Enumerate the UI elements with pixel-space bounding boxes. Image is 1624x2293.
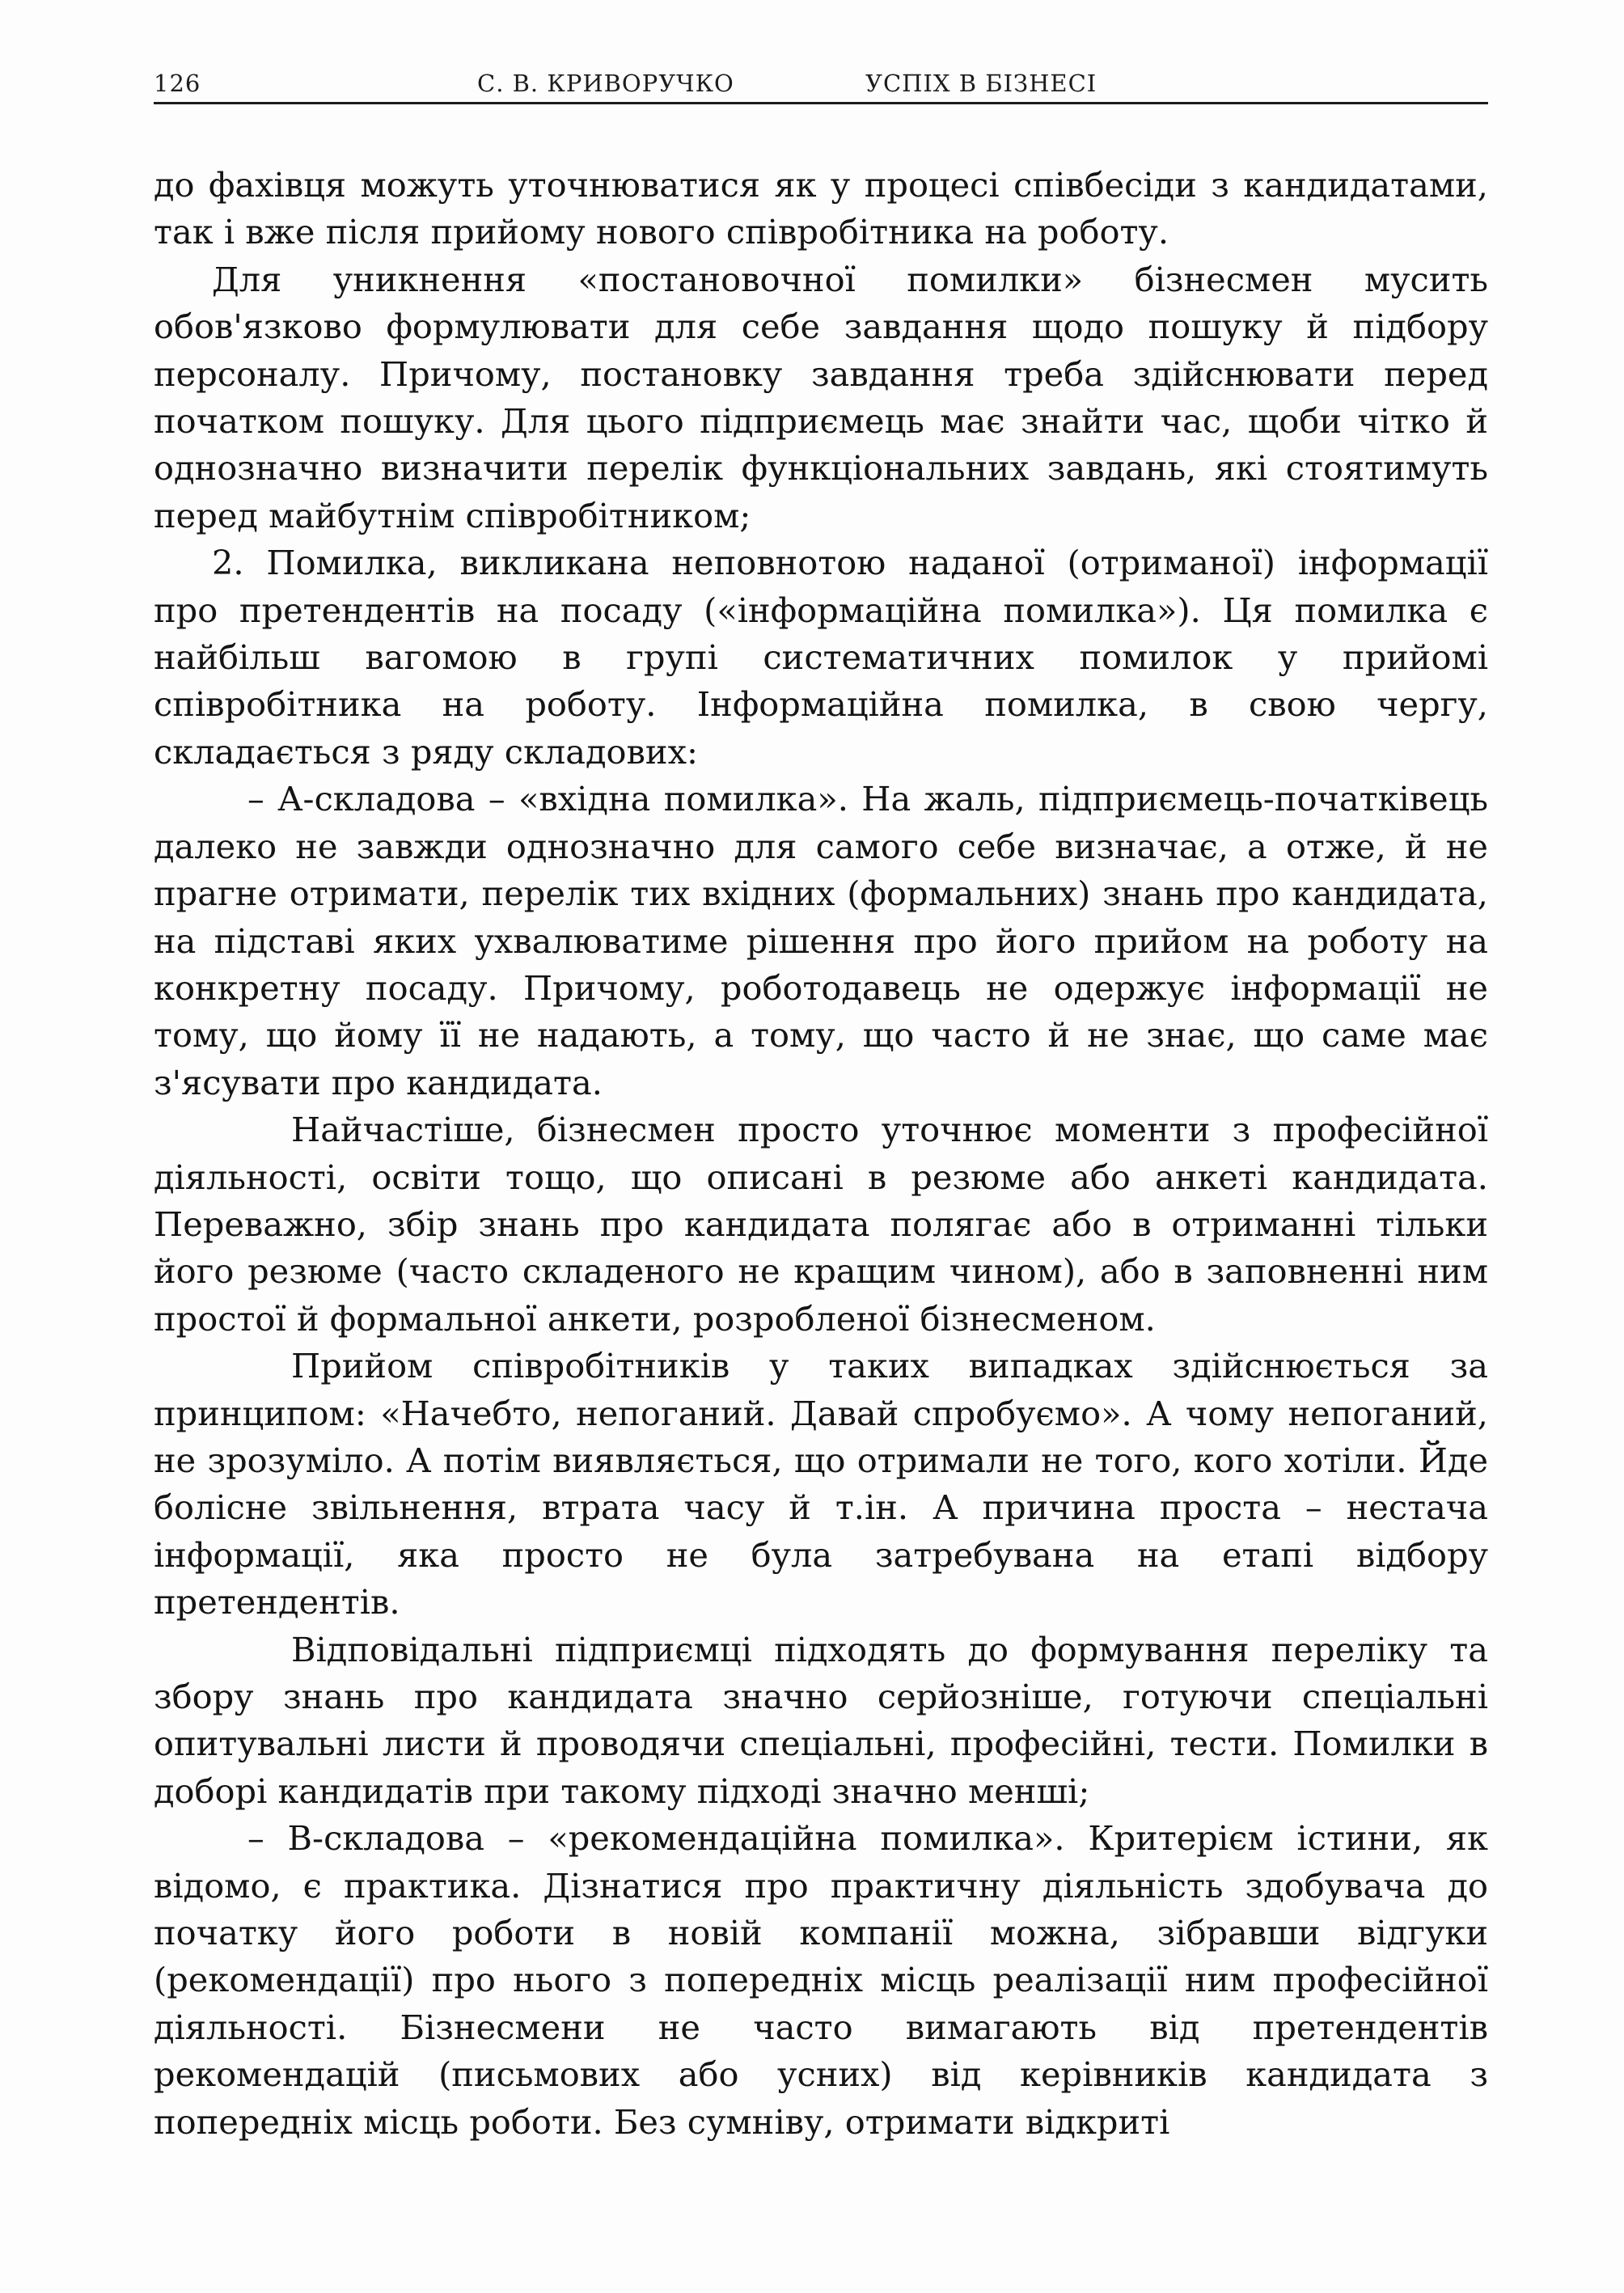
running-header [154,60,1488,104]
paragraph: 2. Помилка, викликана неповнотою наданої (отриманої) інформації про претендентів на посаду («інформаційна помилка»). Ця помилка є найбільш вагомою в групі систематичних помилок у прийомі співробітника на роботу. Інформаційна помилка, в свою чергу, складається з ряду складових: [154,543,1488,772]
paragraph: – В-складова – «рекомендаційна помилка». Критерієм істини, як відомо, є практика. Дізнатися про практичну діяльність здобувача до початку його роботи в новій компанії можна, зібравши відгуки (рекомендації) про нього з попередніх місць реалізації ним професійної діяльності. Бізнесмени не часто вимагають від претендентів рекомендацій (письмових або усних) від керівників кандидата з попередніх місць роботи. Без сумніву, отримати відкриті [154,1818,1488,2142]
paragraph: – А-складова – «вхідна помилка». На жаль, підприємець-початківець далеко не завжди однозначно для самого себе визначає, а отже, й не прагне отримати, перелік тих вхідних (формальних) знань про кандидата, на підставі яких ухвалюватиме рішення про його прийом на роботу на конкретну посаду. Причому, роботодавець не одержує інформації не тому, що йому її не надають, а тому, що часто й не знає, що саме має з'ясувати про кандидата. [154,779,1488,1102]
author-name: С. В. КРИВОРУЧКО [477,70,734,97]
paragraph: Прийом співробітників у таких випадках здійснюється за принципом: «Начебто, непоганий. Давай спробуємо». А чому непоганий, не зрозуміло. А потім виявляється, що отримали не того, кого хотіли. Йде болісне звільнення, втрата часу й т.ін. А причина проста – нестача інформації, яка просто не була затребувана на етапі відбору претендентів. [154,1346,1488,1622]
paragraph: Відповідальні підприємці підходять до формування переліку та збору знань про кандидата значно серйозніше, готуючи спеціальні опитувальні листи й проводячи спеціальні, професійні, тести. Помилки в доборі кандидатів при такому підході значно менші; [154,1629,1488,1811]
paragraph: Для уникнення «постановочної помилки» бізнесмен мусить обов'язково формулювати для себе завдання щодо пошуку й підбору персоналу. Причому, постановку завдання треба здійснювати перед початком пошуку. Для цього підприємець має знайти час, щоби чітко й однозначно визначити перелік функціональних завдань, які стоятимуть перед майбутнім співробітником; [154,259,1488,535]
body-text [154,162,1488,2146]
book-title: УСПІХ В БІЗНЕСІ [865,70,1097,97]
paragraph: Найчастіше, бізнесмен просто уточнює моменти з професійної діяльності, освіти тощо, що описані в резюме або анкеті кандидата. Переважно, збір знань про кандидата полягає або в отриманні тільки його резюме (часто складеного не кращим чином), або в заповненні ним простої й формальної анкети, розробленої бізнесменом. [154,1110,1488,1339]
paragraph: до фахівця можуть уточнюватися як у процесі співбесіди з кандидатами, так і вже після прийому нового співробітника на роботу. [154,165,1488,252]
page-number: 126 [154,70,201,97]
